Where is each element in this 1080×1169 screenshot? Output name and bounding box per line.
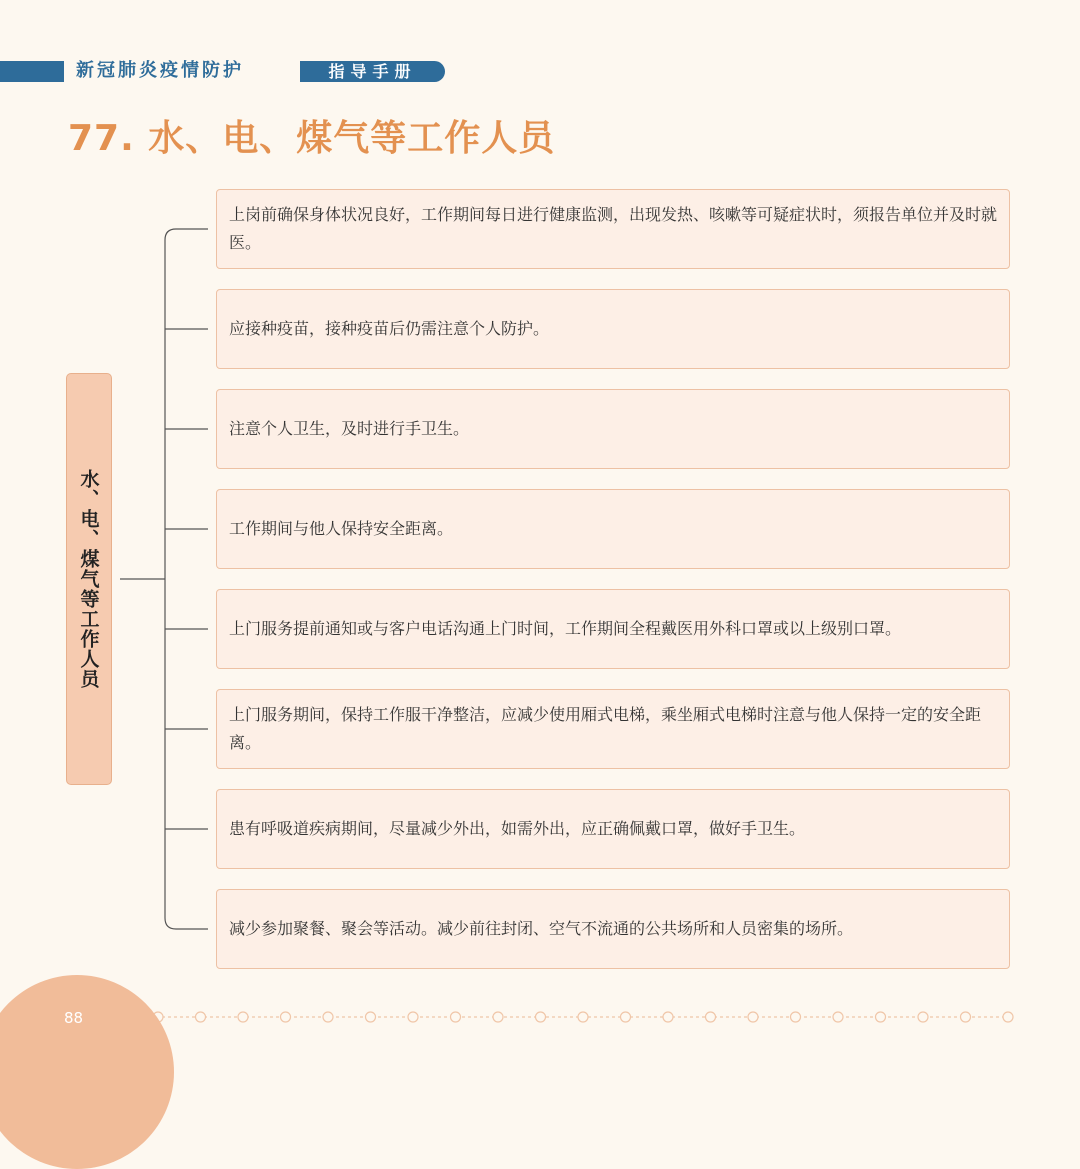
dotted-line-circle <box>408 1012 418 1022</box>
dotted-line-circle <box>196 1012 206 1022</box>
guideline-item <box>216 189 1010 269</box>
header-title: 新冠肺炎疫情防护 <box>76 60 244 81</box>
guideline-item <box>216 489 1010 569</box>
category-label: 水、电、煤气等工作人员 <box>77 469 100 689</box>
category-box <box>66 373 112 785</box>
page-number-circle <box>0 975 174 1169</box>
dotted-line-circle <box>918 1012 928 1022</box>
dotted-line-circle <box>366 1012 376 1022</box>
dotted-line-circle <box>493 1012 503 1022</box>
dotted-line-circle <box>621 1012 631 1022</box>
guideline-text: 减少参加聚餐、聚会等活动。减少前往封闭、空气不流通的公共场所和人员密集的场所。 <box>229 919 854 938</box>
guideline-item <box>216 789 1010 869</box>
page-number: 88 <box>64 1009 84 1027</box>
dotted-line-circle <box>281 1012 291 1022</box>
page-title: 77. 水、电、煤气等工作人员 <box>68 118 556 159</box>
guideline-item <box>216 289 1010 369</box>
guideline-text: 上门服务期间，保持工作服干净整洁，应减少使用厢式电梯，乘坐厢式电梯时注意与他人保持一定的安全距离。 <box>229 705 982 752</box>
header-tag: 指导手册 <box>300 61 445 82</box>
dotted-line-circle <box>1003 1012 1013 1022</box>
dotted-line-circle <box>451 1012 461 1022</box>
dotted-line-circle <box>791 1012 801 1022</box>
guideline-item <box>216 889 1010 969</box>
guideline-text: 上岗前确保身体状况良好，工作期间每日进行健康监测，出现发热、咳嗽等可疑症状时，须报告单位并及时就医。 <box>229 205 998 252</box>
dotted-line-circle <box>706 1012 716 1022</box>
dotted-line-circle <box>663 1012 673 1022</box>
guideline-text: 工作期间与他人保持安全距离。 <box>229 519 454 538</box>
guideline-text: 应接种疫苗，接种疫苗后仍需注意个人防护。 <box>229 319 550 338</box>
dotted-line-circle <box>961 1012 971 1022</box>
guideline-text: 注意个人卫生，及时进行手卫生。 <box>229 419 470 438</box>
dotted-line-circle <box>876 1012 886 1022</box>
header-accent-bar <box>0 61 64 82</box>
dotted-line-circle <box>238 1012 248 1022</box>
dotted-line-circle <box>578 1012 588 1022</box>
guideline-item <box>216 689 1010 769</box>
dotted-line-circle <box>536 1012 546 1022</box>
guideline-text: 患有呼吸道疾病期间，尽量减少外出，如需外出，应正确佩戴口罩，做好手卫生。 <box>229 819 806 838</box>
dotted-line-circle <box>323 1012 333 1022</box>
guideline-item <box>216 589 1010 669</box>
guideline-text: 上门服务提前通知或与客户电话沟通上门时间，工作期间全程戴医用外科口罩或以上级别口罩。 <box>229 619 902 638</box>
connector-spine <box>165 229 208 929</box>
dotted-line-circle <box>833 1012 843 1022</box>
dotted-line-circle <box>748 1012 758 1022</box>
guideline-item <box>216 389 1010 469</box>
